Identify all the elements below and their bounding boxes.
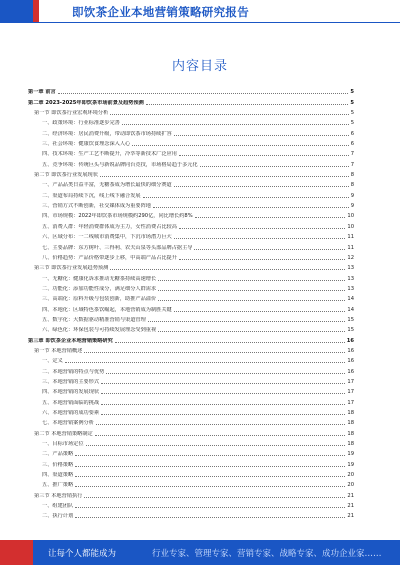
toc-entry-title: 一、定义 (42, 358, 63, 365)
toc-entry-title: 五、消费人群：年轻消费群体成为主力，女性消费占比较高 (42, 223, 177, 230)
toc-entry[interactable] (28, 240, 354, 250)
toc-entry-page: 10 (347, 213, 354, 220)
table-of-contents (28, 85, 354, 519)
toc-entry[interactable] (28, 126, 354, 136)
toc-entry[interactable] (28, 437, 354, 447)
toc-leader-dots (194, 249, 345, 250)
toc-entry-page: 5 (350, 120, 354, 127)
toc-entry[interactable] (28, 344, 354, 354)
toc-entry[interactable] (28, 157, 354, 167)
page-header (0, 0, 400, 30)
toc-leader-dots (75, 486, 345, 487)
toc-leader-dots (158, 280, 345, 281)
toc-leader-dots (122, 124, 349, 125)
header-color-block (0, 0, 33, 22)
toc-entry-title: 五、推广策略 (42, 482, 74, 489)
toc-entry-page: 7 (350, 151, 354, 158)
toc-leader-dots (58, 93, 349, 94)
toc-entry-title: 二、本地营销的特点与优势 (42, 368, 105, 375)
toc-entry-title: 一、组建团队 (42, 503, 74, 510)
toc-entry[interactable] (28, 385, 354, 395)
toc-entry[interactable] (28, 395, 354, 405)
toc-entry-page: 17 (347, 389, 354, 396)
toc-entry-title: 四、渠道策略 (42, 472, 74, 479)
toc-leader-dots (153, 207, 349, 208)
toc-entry-title: 七、主要品牌：东方树叶、三得利、农夫山泉等头部品牌占据主导 (42, 244, 193, 251)
toc-entry[interactable] (28, 499, 354, 509)
toc-entry[interactable] (28, 199, 354, 209)
toc-entry-title: 第三章 即饮茶企业本地营销策略研究 (28, 337, 113, 344)
toc-entry[interactable] (28, 302, 354, 312)
toc-leader-dots (200, 166, 349, 167)
toc-entry-page: 6 (350, 130, 354, 137)
toc-entry-page: 13 (347, 265, 354, 272)
toc-leader-dots (65, 362, 346, 363)
toc-leader-dots (75, 507, 345, 508)
toc-leader-dots (101, 383, 345, 384)
toc-entry-page: 11 (347, 234, 354, 241)
toc-entry[interactable] (28, 375, 354, 385)
toc-leader-dots (110, 269, 345, 270)
toc-leader-dots (86, 445, 346, 446)
toc-entry[interactable] (28, 178, 354, 188)
toc-entry[interactable] (28, 209, 354, 219)
toc-entry-title: 四、本地营销的发展现状 (42, 389, 100, 396)
toc-entry-title: 三、社会环境：健康饮食理念深入人心 (42, 141, 131, 148)
toc-leader-dots (96, 424, 346, 425)
page-footer (0, 540, 400, 565)
toc-entry[interactable] (28, 85, 354, 95)
toc-entry-title: 二、执行计划 (42, 513, 74, 520)
report-title: 即饮茶企业本地营销策略研究报告 (72, 5, 249, 19)
toc-leader-dots (174, 186, 349, 187)
toc-entry-title: 四、市场规模：2022年即饮茶市场规模约290亿，同比增长约8% (42, 213, 193, 220)
toc-entry[interactable] (28, 188, 354, 198)
toc-entry-title: 五、竞争环境：传统巨头与新锐品牌同台竞技，市场格局趋于多元化 (42, 161, 198, 168)
toc-entry[interactable] (28, 416, 354, 426)
toc-entry-page: 16 (347, 358, 354, 365)
toc-entry-title: 第三节 本地营销执行 (34, 492, 83, 499)
toc-entry-title: 七、本地营销案例分析 (42, 420, 94, 427)
toc-entry-title: 一、无糖化：健康化诉求推动无糖茶持续高速增长 (42, 275, 157, 282)
toc-entry-page: 17 (347, 378, 354, 385)
toc-entry-page: 8 (350, 172, 354, 179)
toc-leader-dots (132, 145, 348, 146)
toc-entry-title: 一、目标市场定位 (42, 441, 84, 448)
toc-entry-page: 16 (346, 337, 354, 344)
toc-entry-page: 18 (347, 430, 354, 437)
toc-entry-title: 三、价格策略 (42, 461, 74, 468)
toc-entry-page: 5 (350, 110, 354, 117)
toc-entry[interactable] (28, 426, 354, 436)
toc-entry-page: 21 (347, 492, 354, 499)
toc-leader-dots (174, 238, 346, 239)
toc-leader-dots (101, 393, 345, 394)
toc-leader-dots (148, 321, 346, 322)
toc-entry-page: 6 (350, 141, 354, 148)
toc-entry[interactable] (28, 116, 354, 126)
toc-entry-page: 7 (350, 161, 354, 168)
toc-entry[interactable] (28, 364, 354, 374)
toc-entry-page: 5 (350, 99, 354, 106)
toc-entry[interactable] (28, 95, 354, 105)
toc-entry-title: 一、产品品类日益丰富，无糖茶成为增长最快的细分赛道 (42, 182, 172, 189)
toc-leader-dots (179, 228, 346, 229)
toc-leader-dots (158, 290, 345, 291)
toc-entry[interactable] (28, 323, 354, 333)
toc-entry-page: 19 (347, 461, 354, 468)
header-accent-stripe (33, 0, 39, 22)
toc-leader-dots (95, 435, 346, 436)
toc-entry-page: 5 (350, 89, 354, 96)
toc-leader-dots (106, 373, 345, 374)
toc-entry[interactable] (28, 488, 354, 498)
toc-leader-dots (75, 455, 345, 456)
toc-entry[interactable] (28, 147, 354, 157)
toc-entry[interactable] (28, 251, 354, 261)
toc-entry[interactable] (28, 313, 354, 323)
toc-entry-title: 一、政策环境：行业标准逐步完善 (42, 120, 120, 127)
toc-entry[interactable] (28, 137, 354, 147)
toc-entry[interactable] (28, 457, 354, 467)
toc-entry-page: 18 (347, 441, 354, 448)
toc-entry[interactable] (28, 292, 354, 302)
toc-entry-title: 五、数字化：大数据驱动精准营销与渠道管理 (42, 316, 146, 323)
toc-leader-dots (174, 135, 349, 136)
toc-entry-page: 8 (350, 182, 354, 189)
toc-entry[interactable] (28, 271, 354, 281)
toc-leader-dots (115, 342, 345, 343)
toc-leader-dots (101, 404, 345, 405)
toc-entry-page: 21 (347, 503, 354, 510)
toc-entry-page: 15 (347, 316, 354, 323)
toc-entry-title: 第一节 本地营销概述 (34, 347, 83, 354)
toc-leader-dots (143, 197, 349, 198)
toc-entry-title: 六、绿色化：环保包装与可持续发展理念受到重视 (42, 327, 157, 334)
toc-entry-title: 三、营销方式不断创新，社交媒体成为重要阵地 (42, 203, 151, 210)
toc-leader-dots (179, 259, 346, 260)
toc-entry-page: 13 (347, 285, 354, 292)
toc-entry-title: 第二章 2023-2025年即饮茶市场前景及趋势预测 (28, 99, 144, 106)
toc-entry-page: 18 (347, 410, 354, 416)
toc-leader-dots (110, 114, 348, 115)
toc-entry[interactable] (28, 406, 354, 416)
toc-entry[interactable] (28, 282, 354, 292)
toc-entry-page: 17 (347, 399, 354, 406)
toc-entry[interactable] (28, 478, 354, 488)
toc-entry[interactable] (28, 168, 354, 178)
toc-leader-dots (101, 414, 345, 415)
toc-entry-page: 16 (347, 347, 354, 354)
toc-leader-dots (195, 217, 346, 218)
toc-leader-dots (84, 352, 345, 353)
toc-entry[interactable] (28, 509, 354, 519)
toc-leader-dots (174, 311, 346, 312)
toc-entry-title: 二、产品策略 (42, 451, 74, 458)
toc-leader-dots (158, 331, 345, 332)
toc-entry-title: 三、高端化：原料升级与包装创新，助推产品溢价 (42, 296, 157, 303)
toc-entry[interactable] (28, 230, 354, 240)
toc-entry-title: 二、经济环境：居民消费升级，带动即饮茶市场持续扩容 (42, 130, 172, 137)
toc-entry-page: 10 (347, 223, 354, 230)
toc-entry[interactable] (28, 106, 354, 116)
toc-entry-title: 四、技术环境：生产工艺不断提升，冷萃等新技术广泛应用 (42, 151, 177, 158)
toc-leader-dots (146, 104, 349, 105)
toc-entry-title: 第二节 本地营销策略制定 (34, 430, 93, 437)
toc-entry-title: 第一节 即饮茶行业宏观环境分析 (34, 110, 109, 117)
toc-entry-page: 20 (347, 472, 354, 479)
toc-entry-page: 13 (347, 275, 354, 282)
toc-entry[interactable] (28, 354, 354, 364)
toc-entry-title: 第二节 即饮茶行业发展现状 (34, 172, 98, 179)
toc-entry-page: 14 (347, 306, 354, 313)
toc-entry-title: 三、本地营销的主要形式 (42, 378, 100, 385)
footer-color-block (0, 540, 33, 565)
toc-leader-dots (84, 497, 345, 498)
footer-roles: 行业专家、管理专家、营销专家、战略专家、成功企业家…… (152, 549, 382, 559)
toc-entry-page: 14 (347, 296, 354, 303)
toc-entry-page: 9 (350, 203, 354, 210)
toc-entry-page: 16 (347, 368, 354, 375)
toc-entry-page: 9 (350, 192, 354, 199)
toc-entry[interactable] (28, 333, 354, 343)
toc-entry-title: 第三节 即饮茶行业发展趋势预测 (34, 265, 109, 272)
toc-entry-page: 21 (347, 513, 354, 520)
toc-entry-title: 二、渠道布局持续下沉，线上线下融合发展 (42, 192, 141, 199)
toc-leader-dots (179, 155, 349, 156)
toc-heading: 内容目录 (171, 59, 228, 74)
toc-entry-page: 15 (347, 327, 354, 334)
footer-slogan: 让每个人都能成为 (48, 549, 117, 559)
toc-leader-dots (75, 517, 345, 518)
toc-entry-page: 20 (347, 482, 354, 489)
toc-entry[interactable] (28, 261, 354, 271)
toc-entry[interactable] (28, 447, 354, 457)
toc-entry-page: 19 (347, 451, 354, 458)
toc-entry-title: 四、本地化：区域特色茶饮崛起，本地营销成为制胜关键 (42, 306, 172, 313)
toc-entry-title: 八、价格趋势：产品价格带逐步上移，中高端产品占比提升 (42, 254, 177, 261)
toc-entry-page: 18 (347, 420, 354, 427)
toc-leader-dots (158, 300, 345, 301)
toc-entry-title: 六、本地营销的成功要素 (42, 410, 100, 416)
header-divider (0, 22, 400, 23)
toc-entry-title: 第一章 前言 (28, 89, 56, 96)
toc-leader-dots (100, 176, 349, 177)
toc-entry-page: 12 (347, 254, 354, 261)
toc-leader-dots (75, 466, 345, 467)
toc-entry[interactable] (28, 219, 354, 229)
toc-entry-title: 六、区域分布：一二线城市消费集中，下沉市场潜力巨大 (42, 234, 172, 241)
toc-entry[interactable] (28, 468, 354, 478)
toc-entry-title: 五、本地营销面临的挑战 (42, 399, 100, 406)
toc-entry-title: 二、功能化：添加功能性成分，满足细分人群需求 (42, 285, 157, 292)
toc-leader-dots (75, 476, 345, 477)
toc-entry-page: 11 (347, 244, 354, 251)
